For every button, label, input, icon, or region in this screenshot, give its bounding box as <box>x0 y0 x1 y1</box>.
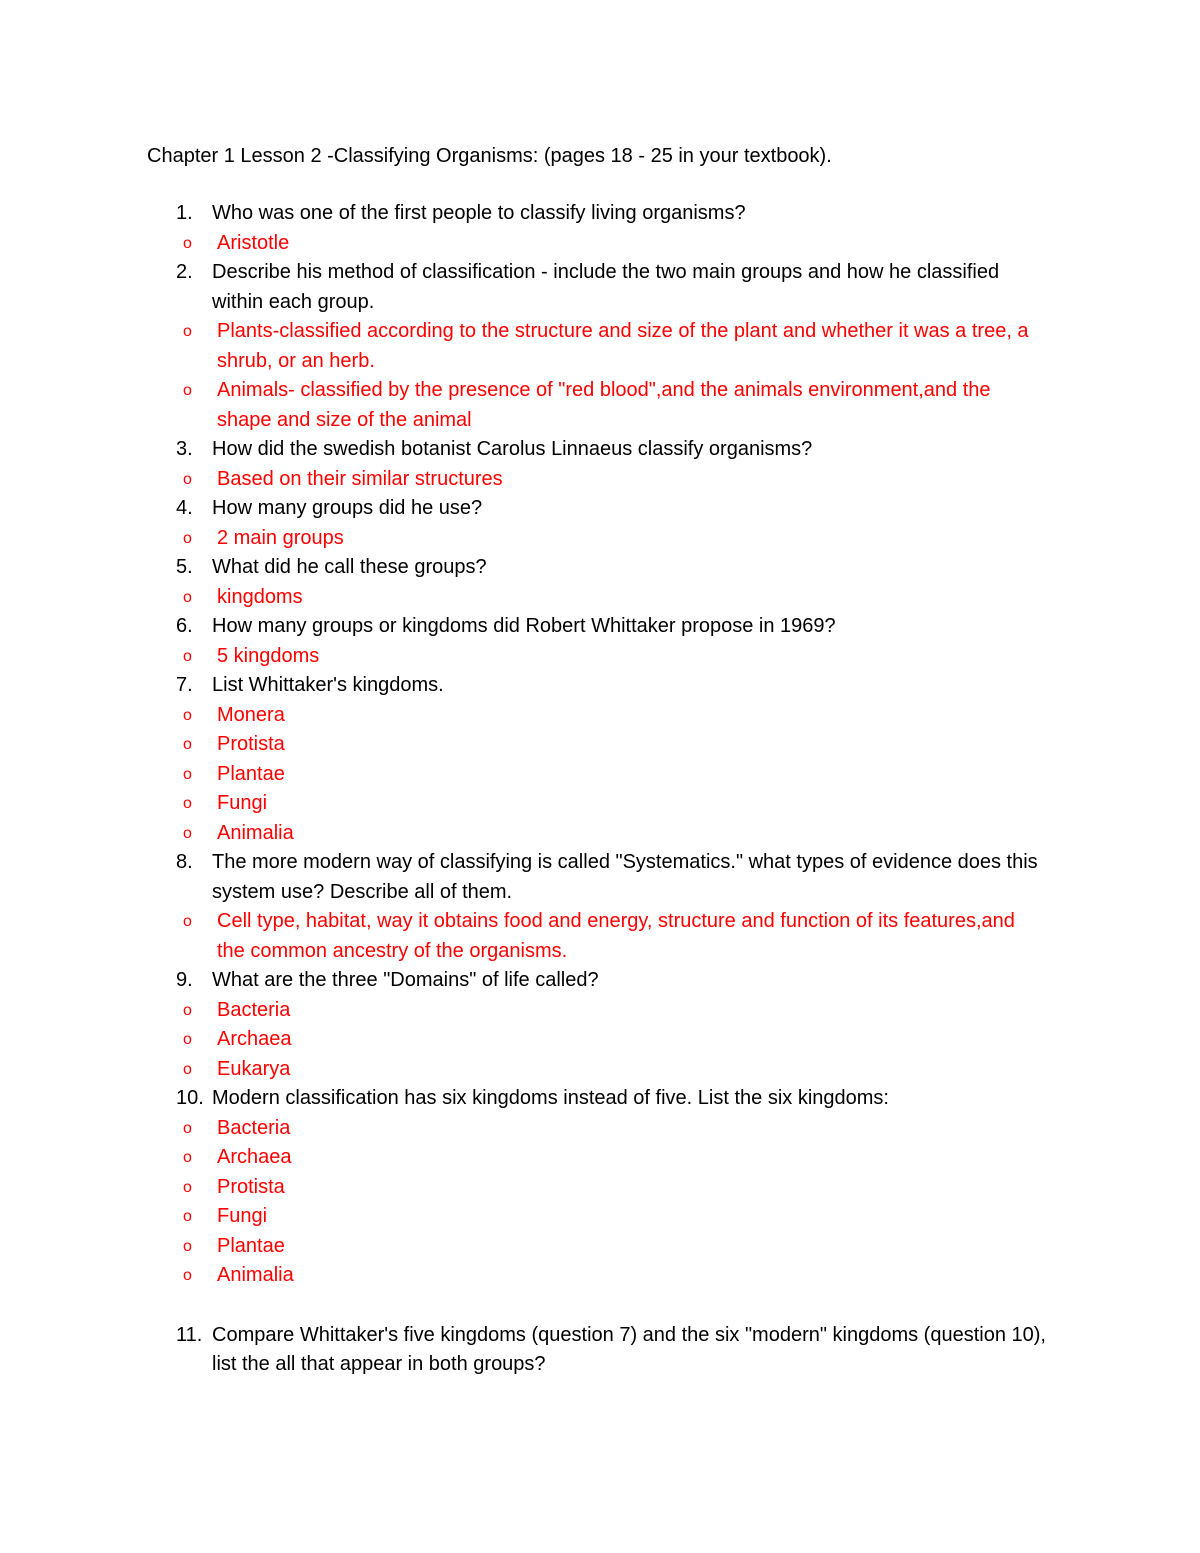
question-number: 9. <box>176 969 193 991</box>
answer-item: o Plantae <box>147 1232 1047 1262</box>
question-number: 3. <box>176 438 193 460</box>
answer-item: o Based on their similar structures <box>147 465 1047 495</box>
answer-list <box>147 317 1047 435</box>
answer-item: o 5 kingdoms <box>147 642 1047 672</box>
hollow-bullet-icon: o <box>183 1149 192 1166</box>
answer-item: o Protista <box>147 1173 1047 1203</box>
hollow-bullet-icon: o <box>183 1237 192 1255</box>
answer-list <box>147 229 1047 259</box>
question-number: 2. <box>176 261 193 283</box>
question-list <box>147 199 1047 1380</box>
question-text: What are the three "Domains" of life called? <box>212 969 599 991</box>
question-text: How many groups did he use? <box>212 497 483 519</box>
answer-item: o Archaea <box>147 1143 1047 1173</box>
question-number: 1. <box>176 202 193 224</box>
hollow-bullet-icon: o <box>183 588 192 606</box>
answer-item: o Fungi <box>147 789 1047 819</box>
answer-item: o Bacteria <box>147 996 1047 1026</box>
answer-item: o Eukarya <box>147 1055 1047 1085</box>
question-number: 8. <box>176 851 193 873</box>
answer-item: o Monera <box>147 701 1047 731</box>
answer-list <box>147 701 1047 849</box>
answer-item: o 2 main groups <box>147 524 1047 554</box>
answer-item: o Animals- classified by the presence of "red blood",and the animals environment,and the shape and size of the animal <box>147 376 1047 435</box>
hollow-bullet-icon: o <box>183 824 192 842</box>
answer-item: o Plantae <box>147 760 1047 790</box>
question-item <box>147 258 1047 317</box>
question-item <box>147 435 1047 465</box>
question-text: Describe his method of classification - include the two main groups and how he classified within each group. <box>212 261 1000 313</box>
answer-item: o Animalia <box>147 819 1047 849</box>
question-text: How did the swedish botanist Carolus Linnaeus classify organisms? <box>212 438 813 460</box>
hollow-bullet-icon: o <box>183 706 192 724</box>
answer-item: o Animalia <box>147 1261 1047 1291</box>
hollow-bullet-icon: o <box>183 382 192 399</box>
hollow-bullet-icon: o <box>183 1208 192 1225</box>
answer-item: o Plants-classified according to the structure and size of the plant and whether it was a tree, a shrub, or an herb. <box>147 317 1047 376</box>
answer-item: o Aristotle <box>147 229 1047 259</box>
question-item <box>147 199 1047 229</box>
question-item <box>147 1084 1047 1114</box>
answer-item: o Cell type, habitat, way it obtains food and energy, structure and function of its features,and the common ancestry of the organisms. <box>147 907 1047 966</box>
question-item <box>147 848 1047 907</box>
hollow-bullet-icon: o <box>183 470 192 488</box>
answer-item: o Archaea <box>147 1025 1047 1055</box>
hollow-bullet-icon: o <box>183 1060 192 1078</box>
question-number: 4. <box>176 497 193 519</box>
answer-list <box>147 465 1047 495</box>
question-item <box>147 1321 1047 1380</box>
hollow-bullet-icon: o <box>183 765 192 783</box>
question-item <box>147 494 1047 524</box>
question-number: 11. <box>176 1323 203 1346</box>
answer-item: o Protista <box>147 730 1047 760</box>
question-item <box>147 671 1047 701</box>
answer-list <box>147 996 1047 1085</box>
question-item <box>147 966 1047 996</box>
question-number: 10. <box>176 1087 204 1109</box>
hollow-bullet-icon: o <box>183 647 192 665</box>
hollow-bullet-icon: o <box>183 234 192 252</box>
hollow-bullet-icon: o <box>183 323 192 340</box>
question-item <box>147 553 1047 583</box>
question-number: 5. <box>176 556 193 578</box>
answer-item: o Bacteria <box>147 1114 1047 1144</box>
hollow-bullet-icon: o <box>183 529 192 547</box>
hollow-bullet-icon: o <box>183 1267 192 1284</box>
hollow-bullet-icon: o <box>183 913 192 930</box>
hollow-bullet-icon: o <box>183 1178 192 1196</box>
answer-item: o Fungi <box>147 1202 1047 1232</box>
question-text: Compare Whittaker's five kingdoms (question 7) and the six "modern" kingdoms (question 10), list the all that appear in both groups? <box>212 1323 1046 1375</box>
question-text: What did he call these groups? <box>212 556 487 578</box>
hollow-bullet-icon: o <box>183 1031 192 1048</box>
question-text: List Whittaker's kingdoms. <box>212 674 444 696</box>
question-text: Who was one of the first people to classify living organisms? <box>212 202 746 224</box>
hollow-bullet-icon: o <box>183 1001 192 1019</box>
hollow-bullet-icon: o <box>183 1119 192 1137</box>
question-text: The more modern way of classifying is called "Systematics." what types of evidence does this system use? Describe all of them. <box>212 851 1038 903</box>
question-text: Modern classification has six kingdoms instead of five. List the six kingdoms: <box>212 1087 889 1109</box>
spacer <box>147 1291 1047 1321</box>
answer-list <box>147 524 1047 554</box>
question-text: How many groups or kingdoms did Robert Whittaker propose in 1969? <box>212 615 836 637</box>
answer-list <box>147 907 1047 966</box>
hollow-bullet-icon: o <box>183 795 192 812</box>
answer-list <box>147 583 1047 613</box>
answer-list <box>147 642 1047 672</box>
question-number: 7. <box>176 674 193 696</box>
hollow-bullet-icon: o <box>183 736 192 753</box>
answer-list <box>147 1114 1047 1291</box>
question-number: 6. <box>176 615 193 637</box>
question-item <box>147 612 1047 642</box>
answer-item: o kingdoms <box>147 583 1047 613</box>
page-title: Chapter 1 Lesson 2 -Classifying Organisms: (pages 18 - 25 in your textbook). <box>147 145 832 167</box>
